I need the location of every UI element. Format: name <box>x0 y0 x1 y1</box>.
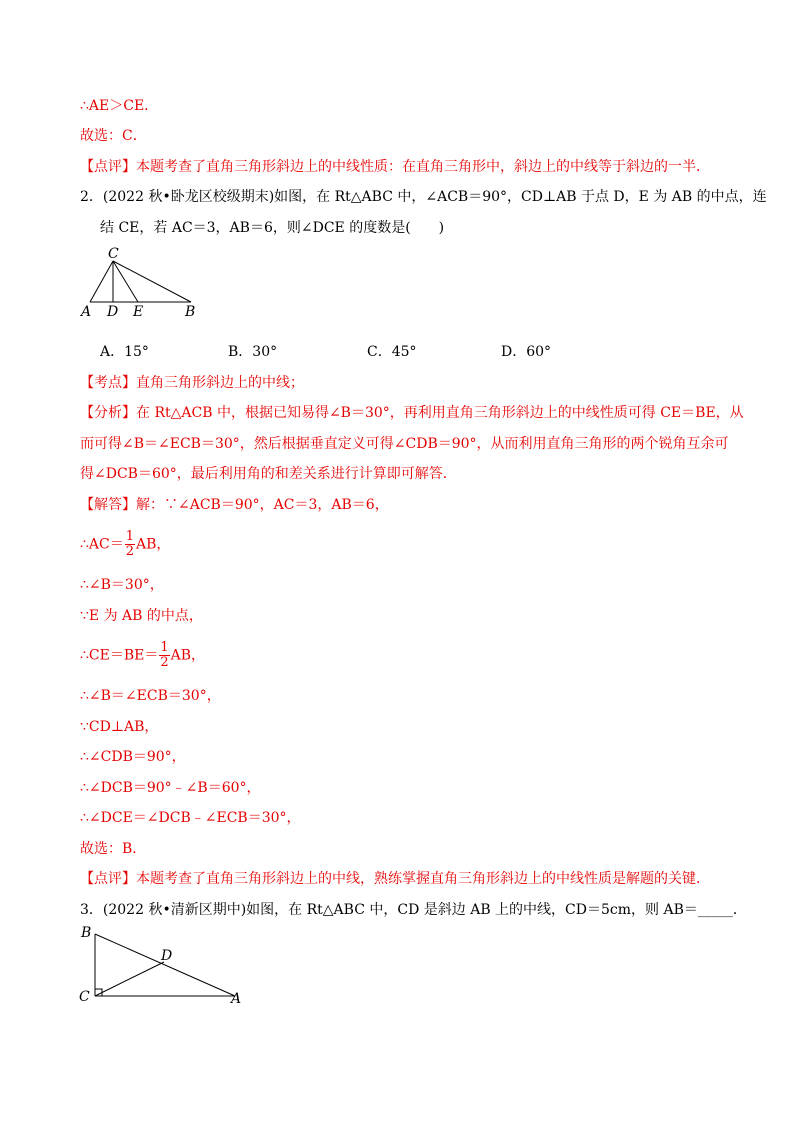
option-c: C．45° <box>367 344 417 360</box>
solution-step-8: ∴∠DCB＝90°﹣∠B＝60°， <box>80 780 261 796</box>
q2-stem-line-1: 2．(2022 秋•卧龙区校级期末)如图，在 Rt△ABC 中，∠ACB＝90°，CD⊥AB 于点 D，E 为 AB 的中点，连 <box>80 189 767 205</box>
test-point: 【考点】直角三角形斜边上的中线； <box>80 375 304 391</box>
option-b: B．30° <box>228 344 278 360</box>
fraction-half: $\frac{1}{2}$ <box>125 529 135 559</box>
review-comment: 【点评】本题考查了直角三角形斜边上的中线性质：在直角三角形中，斜边上的中线等于斜边的一半． <box>80 159 710 175</box>
label-D: D <box>107 304 119 320</box>
q2-review-comment: 【点评】本题考查了直角三角形斜边上的中线，熟练掌握直角三角形斜边上的中线性质是解题的关键． <box>80 871 710 887</box>
solution-step-9: ∴∠DCE＝∠DCB﹣∠ECB＝30°， <box>80 810 301 826</box>
solution-step-1: ∴AC＝ $\frac{1}{2}$ AB， <box>80 529 171 559</box>
label-A: A <box>231 991 242 1007</box>
answer-choice-line: 故选：C． <box>80 128 147 144</box>
solution-step-2: ∴∠B＝30°， <box>80 577 164 593</box>
q3-stem: 3．(2022 秋•清新区期中)如图，在 Rt△ABC 中，CD 是斜边 AB 上的中线，CD＝5cm，则 AB＝_____． <box>80 902 747 918</box>
solution-step-4: ∴CE＝BE＝ $\frac{1}{2}$ AB， <box>80 640 206 670</box>
solution-step-6: ∵CD⊥AB， <box>80 719 159 735</box>
solution-step-5: ∴∠B＝∠ECB＝30°， <box>80 688 221 704</box>
label-A: A <box>81 304 92 320</box>
q3-triangle-figure <box>75 922 255 1012</box>
analysis-line-3: 得∠DCB＝60°，最后利用角的和差关系进行计算即可解答． <box>80 466 457 482</box>
option-d: D．60° <box>501 344 552 360</box>
conclusion-line: ∴AE＞CE． <box>80 98 159 114</box>
fraction-half: $\frac{1}{2}$ <box>160 640 169 670</box>
label-C: C <box>79 989 90 1005</box>
solution-step-7: ∴∠CDB＝90°， <box>80 749 186 765</box>
label-C: C <box>108 246 119 262</box>
solution-header: 【解答】解：∵∠ACB＝90°，AC＝3，AB＝6， <box>80 497 389 513</box>
label-E: E <box>133 304 144 320</box>
solution-choice: 故选：B． <box>80 841 147 857</box>
label-D: D <box>161 948 173 964</box>
option-a: A．15° <box>100 344 149 360</box>
q2-stem-line-2: 结 CE，若 AC＝3，AB＝6，则∠DCE 的度数是( ) <box>100 220 445 236</box>
label-B: B <box>81 925 92 941</box>
q2-triangle-figure <box>75 243 205 323</box>
solution-step-3: ∵E 为 AB 的中点， <box>80 608 203 624</box>
label-B: B <box>185 304 196 320</box>
analysis-line-1: 【分析】在 Rt△ACB 中，根据已知易得∠B＝30°，再利用直角三角形斜边上的中线性质可得 CE＝BE，从 <box>80 405 744 421</box>
analysis-line-2: 而可得∠B＝∠ECB＝30°，然后根据垂直定义可得∠CDB＝90°，从而利用直角三角形的两个锐角互余可 <box>80 436 729 452</box>
